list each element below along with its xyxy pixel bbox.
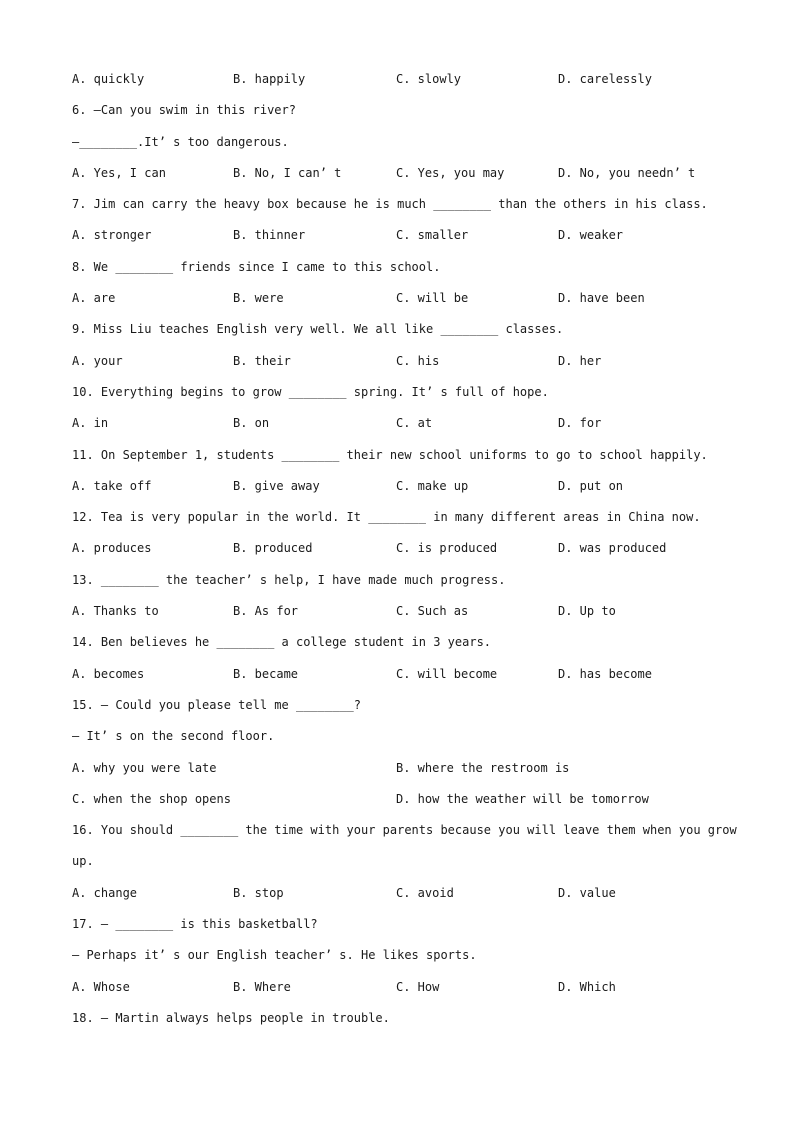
q10-option-d: D. for — [558, 416, 602, 431]
q5-option-b: B. happily — [233, 72, 306, 86]
q16-stem-continued: up. — [72, 854, 94, 869]
q5-option-c: C. slowly — [396, 72, 462, 86]
q8-option-d: D. have been — [558, 291, 645, 306]
q9-options — [72, 351, 732, 382]
q17-option-a: A. Whose — [72, 979, 130, 994]
q7-option-c: C. smaller — [396, 228, 469, 243]
q16-option-c: C. avoid — [396, 885, 454, 900]
q13-options — [72, 601, 732, 632]
q7-stem: 7. Jim can carry the heavy box because he is much ________ than the others in his class. — [72, 197, 708, 212]
q6-reply: —________.It’ s too dangerous. — [72, 134, 289, 149]
exam-page — [72, 69, 737, 1039]
q13-stem: 13. ________ the teacher’ s help, I have made much progress. — [72, 572, 506, 587]
q15-option-d: D. how the weather will be tomorrow — [396, 791, 649, 806]
q15-stem: 15. — Could you please tell me ________? — [72, 697, 361, 712]
q14-option-a: A. becomes — [72, 666, 145, 681]
q14-option-c: C. will become — [396, 666, 498, 681]
q11-option-d: D. put on — [558, 478, 624, 493]
q11-options — [72, 476, 732, 507]
q17-reply: — Perhaps it’ s our English teacher’ s. He likes sports. — [72, 948, 477, 963]
q12-stem: 12. Tea is very popular in the world. It ________ in many different areas in China now. — [72, 510, 701, 525]
q15-option-c: C. when the shop opens — [72, 791, 231, 806]
q13-option-a: A. Thanks to — [72, 604, 159, 619]
q10-stem: 10. Everything begins to grow ________ spring. It’ s full of hope. — [72, 384, 549, 399]
q14-option-b: B. became — [233, 666, 299, 681]
q17-option-c: C. How — [396, 979, 440, 994]
q18-stem: 18. — Martin always helps people in trouble. — [72, 1010, 390, 1025]
q8-options — [72, 288, 732, 319]
q16-option-a: A. change — [72, 885, 138, 900]
q6-stem: 6. —Can you swim in this river? — [72, 103, 296, 118]
q9-option-a: A. your — [72, 353, 123, 368]
q16-option-b: B. stop — [233, 885, 284, 900]
q17-option-b: B. Where — [233, 979, 291, 994]
q17-stem: 17. — ________ is this basketball? — [72, 917, 318, 932]
q9-option-d: D. her — [558, 353, 602, 368]
q11-option-a: A. take off — [72, 478, 152, 493]
q7-option-b: B. thinner — [233, 228, 306, 243]
q17-option-d: D. Which — [558, 979, 616, 994]
q10-options — [72, 413, 732, 444]
q12-options — [72, 538, 732, 569]
q8-option-a: A. are — [72, 291, 116, 306]
q14-option-d: D. has become — [558, 666, 652, 681]
q14-options — [72, 664, 732, 695]
q9-stem: 9. Miss Liu teaches English very well. We all like ________ classes. — [72, 322, 564, 337]
q5-option-a: A. quickly — [72, 72, 145, 86]
q8-option-b: B. were — [233, 291, 284, 306]
q10-option-c: C. at — [396, 416, 433, 431]
q12-option-b: B. produced — [233, 541, 313, 556]
q15-option-b: B. where the restroom is — [396, 760, 570, 775]
q11-option-b: B. give away — [233, 478, 320, 493]
q12-option-d: D. was produced — [558, 541, 667, 556]
q7-options — [72, 225, 732, 256]
q8-stem: 8. We ________ friends since I came to this school. — [72, 259, 441, 274]
q12-option-a: A. produces — [72, 541, 152, 556]
q13-option-c: C. Such as — [396, 604, 469, 619]
q6-option-b: B. No, I can’ t — [233, 165, 342, 180]
q17-options — [72, 977, 732, 1008]
q15-options-row1 — [72, 758, 732, 789]
q9-option-b: B. their — [233, 353, 291, 368]
q5-option-d: D. carelessly — [558, 72, 652, 86]
q5-options — [72, 69, 732, 100]
q16-options — [72, 883, 732, 914]
q11-stem: 11. On September 1, students ________ their new school uniforms to go to school happily. — [72, 447, 708, 462]
q9-option-c: C. his — [396, 353, 440, 368]
q15-option-a: A. why you were late — [72, 760, 217, 775]
q6-options — [72, 163, 732, 194]
q16-stem: 16. You should ________ the time with your parents because you will leave them when you grow — [72, 823, 737, 838]
q11-option-c: C. make up — [396, 478, 469, 493]
q6-option-a: A. Yes, I can — [72, 165, 166, 180]
q15-options-row2 — [72, 789, 732, 820]
q16-option-d: D. value — [558, 885, 616, 900]
q13-option-d: D. Up to — [558, 604, 616, 619]
q10-option-a: A. in — [72, 416, 109, 431]
q10-option-b: B. on — [233, 416, 270, 431]
q6-option-d: D. No, you needn’ t — [558, 165, 696, 180]
q8-option-c: C. will be — [396, 291, 469, 306]
q7-option-d: D. weaker — [558, 228, 624, 243]
q12-option-c: C. is produced — [396, 541, 498, 556]
q7-option-a: A. stronger — [72, 228, 152, 243]
q6-option-c: C. Yes, you may — [396, 165, 505, 180]
q15-reply: — It’ s on the second floor. — [72, 729, 275, 744]
q14-stem: 14. Ben believes he ________ a college student in 3 years. — [72, 635, 492, 650]
q13-option-b: B. As for — [233, 604, 299, 619]
